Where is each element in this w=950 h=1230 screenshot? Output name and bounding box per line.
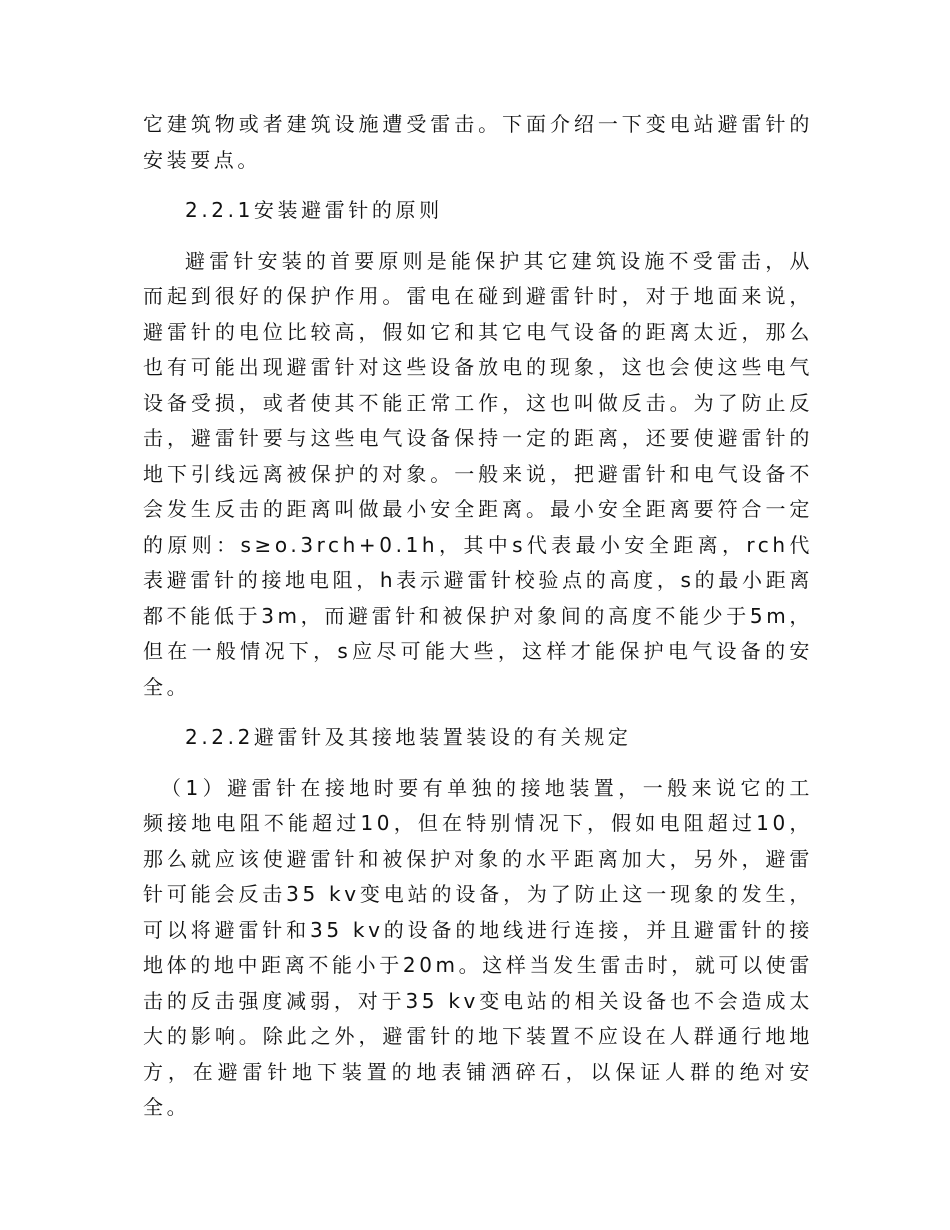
section-heading-2-2-1: 2.2.1安装避雷针的原则 — [185, 198, 443, 222]
section-heading-2-2-2: 2.2.2避雷针及其接地装置装设的有关规定 — [185, 725, 632, 749]
paragraph-lightning-rod-principle: 避雷针安装的首要原则是能保护其它建筑设施不受雷击，从而起到很好的保护作用。雷电在碰到避雷针时，对于地面来说，避雷针的电位比较高，假如它和其它电气设备的距离太近，那么也有可能出现避雷针对这些设备放电的现象，这也会使这些电气设备受损，或者使其不能正常工作，这也叫做反击。为了防止反击，避雷针要与这些电气设备保持一定的距离，还要使避雷针的地下引线远离被保护的对象。一般来说，把避雷针和电气设备不会发生反击的距离叫做最小安全距离。最小安全距离要符合一定的原则：s≥o.3rch+0.1h，其中s代表最小安全距离，rch代表避雷针的接地电阻，h表示避雷针校验点的高度，s的最小距离都不能低于3m，而避雷针和被保护对象间的高度不能少于5m，但在一般情况下，s应尽可能大些，这样才能保护电气设备的安全。 — [143, 248, 813, 699]
paragraph-continuation: 它建筑物或者建筑设施遭受雷击。下面介绍一下变电站避雷针的安装要点。 — [143, 112, 813, 172]
document-body — [143, 107, 813, 1126]
list-item-1: （1）避雷针在接地时要有单独的接地装置，一般来说它的工频接地电阻不能超过10，但在特别情况下，假如电阻超过10，那么就应该使避雷针和被保护对象的水平距离加大，另外，避雷针可能会反击35 kv变电站的设备，为了防止这一现象的发生，可以将避雷针和35 kv的设备的地线进行连接，并且避雷针的接地体的地中距离不能小于20m。这样当发生雷击时，就可以使雷击的反击强度减弱，对于35 kv变电站的相关设备也不会造成太大的影响。除此之外，避雷针的地下装置不应设在人群通行地地方，在避雷针地下装置的地表铺洒碎石，以保证人群的绝对安全。 — [143, 775, 813, 1119]
